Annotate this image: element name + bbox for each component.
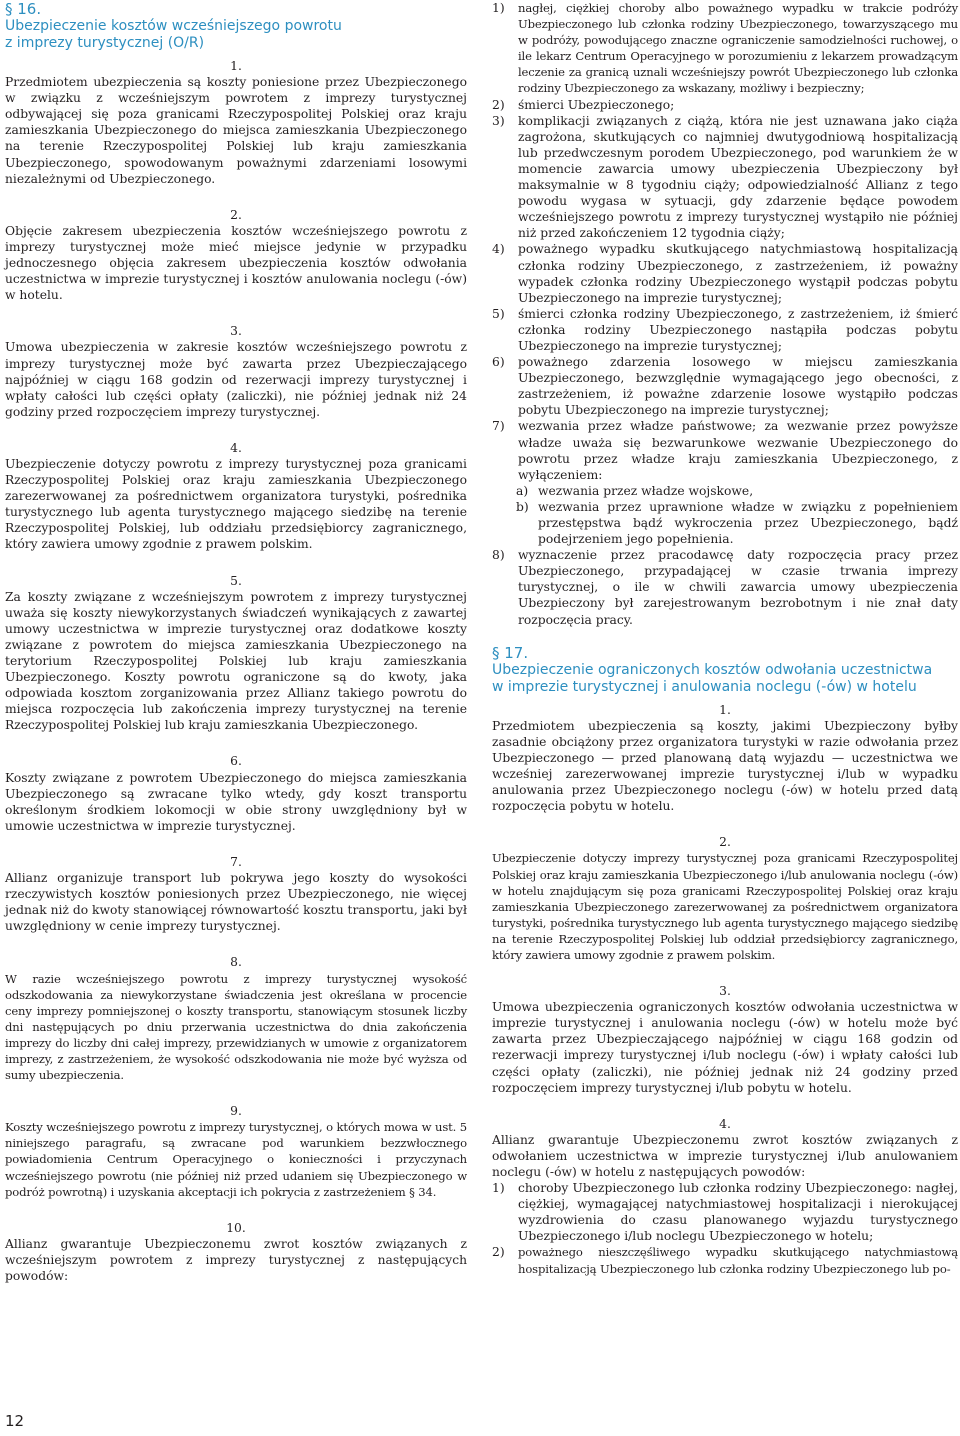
- list-item: 3) komplikacji związanych z ciążą, która nie jest uznawana jako ciąża zagrożona, skutkujących co najmniej dwutygodniową hospitalizacją lub przedwczesnym porodem Ubezpieczonego, pod warunkiem że w momencie zawarcia umowy ubezpieczenia Ubezpieczony był maksymalnie w 8 tygodniu ciąży; odpowiedzialność Allianz z tego powodu wygasa w sytuacji, gdy zdarzenie będące powodem wcześniejszego powrotu z imprezy turystycznej wystąpiło nie później niż przed zakończeniem 12 tygodnia ciąży;: [492, 113, 958, 241]
- section-16-title-line-1: Ubezpieczenie kosztów wcześniejszego powrotu: [5, 18, 342, 34]
- s16-exclusions-sublist: [492, 483, 958, 547]
- s16-par-10-number: 10.: [226, 1220, 246, 1235]
- list-item: 7) wezwania przez władze państwowe; za wezwanie przez powyższe władze uważa się bezwarunkowe wezwanie Ubezpieczonego do powrotu przez władze kraju zamieszkania Ubezpieczonego, z wyłączeniem:: [492, 419, 958, 482]
- s16-par-6-number: 6.: [230, 754, 242, 769]
- section-17-number: § 17.: [492, 643, 529, 662]
- s16-par-8-text: W razie wcześniejszego powrotu z imprezy turystycznej wysokość odszkodowania za niewykorzystane świadczenia jest określana w procencie ceny imprezy pomniejszonej o koszty transportu, stanowiącym stosunek liczby dni następujących po dniu przerwania uczestnictwa do dnia zakończenia imprezy do liczby dni całej imprezy, przewidzianych w umowie z organizatorem imprezy, z zastrzeżeniem, że wysokość odszkodowania nie może być wyższa od sumy ubezpieczenia.: [5, 971, 467, 1083]
- list-item: 2) poważnego nieszczęśliwego wypadku skutkującego natychmiastową hospitalizacją Ubezpieczonego lub członka rodziny Ubezpieczonego lub po-: [492, 1245, 958, 1276]
- list-item: 4) poważnego wypadku skutkującego natychmiastową hospitalizacją członka rodziny Ubezpieczonego, z zastrzeżeniem, iż poważny wypadek członka rodziny Ubezpieczonego wystąpił podczas pobytu Ubezpieczonego na imprezie turystycznej;: [492, 242, 958, 305]
- sublist-item: b) wezwania przez uprawnione władze w związku z popełnieniem przestępstwa bądź wykroczenia przez Ubezpieczonego, bądź podejrzeniem jego popełnienia.: [516, 499, 958, 547]
- right-column: [492, 0, 958, 1277]
- list-item: 8) wyznaczenie przez pracodawcę daty rozpoczęcia pracy przez Ubezpieczonego, przypadającej w czasie trwania imprezy turystycznej, o ile w chwili zawarcia umowy ubezpieczenia Ubezpieczony był zarejestrowanym bezrobotnym i nie znał daty rozpoczęcia pracy.: [492, 548, 958, 627]
- s17-par-3-number: 3.: [719, 984, 731, 999]
- s16-par-8-number: 8.: [230, 955, 242, 970]
- page-number: 12: [5, 1412, 25, 1430]
- s17-par-3-text: Umowa ubezpieczenia ograniczonych kosztów odwołania uczestnictwa w imprezie turystycznej i anulowania noclegu (-ów) w hotelu może być zawarta przez Ubezpieczającego najpóźniej w ciągu 168 godzin od rezerwacji imprezy turystycznej i/lub noclegu (-ów) i wpłaty całości lub części opłaty (zaliczki), nie później jednak niż 24 godziny przed rozpoczęciem imprezy turystycznej i/lub pobytu w hotelu.: [492, 1000, 958, 1095]
- section-17-title: [492, 662, 958, 696]
- s16-par-5-text: Za koszty związane z wcześniejszym powrotem z imprezy turystycznej uważa się koszty niewykorzystanych świadczeń wynikających z zawartej umowy uczestnictwa w imprezie turystycznej oraz dodatkowe koszty związane z powrotem do miejsca zamieszkania Ubezpieczonego na terytorium Rzeczypospolitej Polskiej lub kraju zamieszkania Ubezpieczonego. Koszty powrotu ograniczone są do kwoty, jaka odpowiada kosztom zorganizowania przez Allianz takiego powrotu do miejsca rozpoczęcia lub zakończenia imprezy turystycznej na terenie Rzeczypospolitej Polskiej lub kraju zamieszkania Ubezpieczonego.: [5, 589, 467, 733]
- section-16-title-line-2: z imprezy turystycznej (O/R): [5, 35, 205, 51]
- list-item: 6) poważnego zdarzenia losowego w miejscu zamieszkania Ubezpieczonego, bezwzględnie wymagającego jego obecności, z zastrzeżeniem, iż poważne zdarzenie losowe wystąpiło podczas pobytu Ubezpieczonego na imprezie turystycznej;: [492, 355, 958, 418]
- s17-par-4-text: Allianz gwarantuje Ubezpieczonemu zwrot kosztów związanych z odwołaniem uczestnictwa w imprezie turystycznej i/lub anulowaniem noclegu (-ów) w hotelu z następujących powodów:: [492, 1132, 958, 1179]
- section-16-number: § 16.: [5, 0, 42, 18]
- s16-reasons-list: [492, 0, 958, 483]
- s16-par-4-number: 4.: [230, 440, 242, 455]
- s16-reasons-list-cont: [492, 547, 958, 627]
- s16-par-3-number: 3.: [230, 324, 242, 339]
- s16-par-2-number: 2.: [230, 207, 242, 222]
- s16-par-3-text: Umowa ubezpieczenia w zakresie kosztów wcześniejszego powrotu z imprezy turystycznej może być zawarta przez Ubezpieczającego najpóźniej w ciągu 168 godzin od rezerwacji imprezy turystycznej i wpłaty całości lub części opłaty (zaliczki), nie później jednak niż 24 godziny przed rozpoczęciem imprezy turystycznej.: [5, 340, 467, 419]
- s16-par-7-number: 7.: [230, 854, 242, 869]
- section-16-title: [5, 18, 467, 52]
- list-item: 2) śmierci Ubezpieczonego;: [492, 97, 675, 112]
- s16-par-6-text: Koszty związane z powrotem Ubezpieczonego do miejsca zamieszkania Ubezpieczonego są zwracane tylko wtedy, gdy koszt transportu określonym środkiem lokomocji w obie strony uwzględniony był w umowie uczestnictwa w imprezie turystycznej.: [5, 770, 467, 833]
- s16-par-5-number: 5.: [230, 573, 242, 588]
- sublist-item: a) wezwania przez władze wojskowe,: [516, 483, 754, 498]
- s17-reasons-list: [492, 1180, 958, 1277]
- s16-par-1-number: 1.: [230, 59, 242, 73]
- s16-par-2-text: Objęcie zakresem ubezpieczenia kosztów wcześniejszego powrotu z imprezy turystycznej może mieć miejsce jedynie w przypadku jednoczesnego objęcia zakresem ubezpieczenia kosztów odwołania uczestnictwa w imprezie turystycznej i kosztów anulowania noclegu (-ów) w hotelu.: [5, 223, 467, 303]
- s16-par-10-text: Allianz gwarantuje Ubezpieczonemu zwrot kosztów związanych z wcześniejszym powrotem z imprezy turystycznej z następujących powodów:: [5, 1236, 467, 1283]
- s16-par-7-text: Allianz organizuje transport lub pokrywa jego koszty do wysokości rzeczywistych kosztów poniesionych przez Ubezpieczonego, nie więcej jednak niż do kwoty stanowiącej równowartość kosztu transportu, jaki był uwzględniony w cenie imprezy turystycznej.: [5, 871, 467, 934]
- list-item: 1) nagłej, ciężkiej choroby albo poważnego wypadku w trakcie podróży Ubezpieczonego lub członka rodziny Ubezpieczonego, towarzyszącego mu w podróży, powodującego znaczne ograniczenie samodzielności ruchowej, o ile lekarz Centrum Operacyjnego w porozumieniu z lekarzem prowadzącym leczenie za granicą uznali wcześniejszy powrót Ubezpieczonego lub członka rodziny Ubezpieczonego za wskazany, możliwy i bezpieczny;: [492, 1, 958, 96]
- section-17-title-line-1: Ubezpieczenie ograniczonych kosztów odwołania uczestnictwa: [492, 661, 933, 678]
- list-item: 5) śmierci członka rodziny Ubezpieczonego, z zastrzeżeniem, iż śmierć członka rodziny Ubezpieczonego nastąpiła podczas pobytu Ubezpieczonego na imprezie turystycznej;: [492, 306, 958, 353]
- list-item: 1) choroby Ubezpieczonego lub członka rodziny Ubezpieczonego: nagłej, ciężkiej, wymagającej natychmiastowej hospitalizacji i nierokującej wyzdrowienia do czasu planowanego wyjazdu turystycznego Ubezpieczonego i/lub noclegu Ubezpieczonego w hotelu;: [492, 1181, 958, 1244]
- s16-par-4-text: Ubezpieczenie dotyczy powrotu z imprezy turystycznej poza granicami Rzeczypospolitej Polskiej oraz kraju zamieszkania Ubezpieczonego zarezerwowanej za pośrednictwem organizatora turystyki, pośrednika turystycznego lub agenta turystycznego mającego siedzibę na terenie Rzeczypospolitej Polskiej, lub oddziału przedsiębiorcy zagranicznego, który zawiera umowy zgodnie z prawem polskim.: [5, 456, 467, 552]
- s17-par-1-number: 1.: [719, 702, 731, 717]
- s17-par-1-text: Przedmiotem ubezpieczenia są koszty, jakimi Ubezpieczony byłby zasadnie obciążony przez organizatora turystyki w razie odwołania przez Ubezpieczonego — przed planowaną datą wyjazdu — uczestnictwa we wcześniej zarezerwowanej imprezie turystycznej i/lub w wypadku anulowania przez Ubezpieczonego noclegu (-ów) w hotelu przed datą rozpoczęcia pobytu w hotelu.: [492, 718, 958, 814]
- s16-par-9-text: Koszty wcześniejszego powrotu z imprezy turystycznej, o których mowa w ust. 5 niniejszego paragrafu, są zwracane pod warunkiem bezzwłocznego powiadomienia Centrum Operacyjnego o konieczności i przyczynach wcześniejszego powrotu (nie później niż przed udaniem się Ubezpieczonego w podróż powrotną) i uzyskania akceptacji ich pokrycia z zastrzeżeniem § 34.: [5, 1120, 467, 1199]
- section-17-title-line-2: w imprezie turystycznej i anulowania noclegu (-ów) w hotelu: [492, 678, 917, 695]
- s17-par-4-number: 4.: [719, 1116, 731, 1131]
- s17-par-2-number: 2.: [719, 835, 731, 850]
- s16-par-1-text: Przedmiotem ubezpieczenia są koszty poniesione przez Ubezpieczonego w związku z wcześniejszym powrotem z imprezy turystycznej odbywającej się poza granicami Rzeczypospolitej Polskiej oraz kraju zamieszkania Ubezpieczonego do miejsca zamieszkania Ubezpieczonego na terenie Rzeczypospolitej Polskiej lub kraju zamieszkania Ubezpieczonego, spowodowanym poważnymi zdarzeniami losowymi niezależnymi od Ubezpieczonego.: [5, 75, 467, 186]
- s17-par-2-text: Ubezpieczenie dotyczy imprezy turystycznej poza granicami Rzeczypospolitej Polskiej oraz kraju zamieszkania Ubezpieczonego i/lub anulowania noclegu (-ów) w hotelu znajdującym się poza granicami Rzeczypospolitej Polskiej oraz kraju zamieszkania Ubezpieczonego zarezerwowanej za pośrednictwem organizatora turystyki, pośrednika turystycznego lub agenta turystycznego mającego siedzibę na terenie Rzeczypospolitej Polskiej lub oddział przedsiębiorcy zagranicznego, który zawiera umowy zgodnie z prawem polskim.: [492, 851, 958, 962]
- s16-par-9-number: 9.: [230, 1104, 242, 1119]
- left-column: [5, 0, 467, 1284]
